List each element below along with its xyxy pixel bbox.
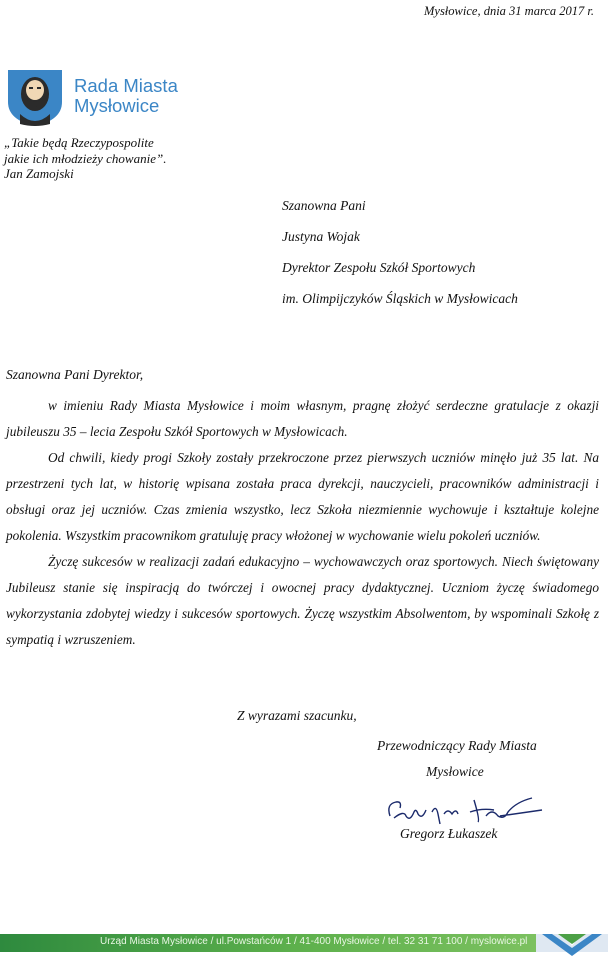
recipient-line: im. Olimpijczyków Śląskich w Mysłowicach <box>282 291 518 306</box>
recipient-line: Szanowna Pani <box>282 198 366 213</box>
signer-title-city: Mysłowice <box>426 764 484 779</box>
org-name-line1: Rada Miasta <box>74 75 178 96</box>
city-crest-icon <box>6 68 64 128</box>
quote-line: jakie ich młodzieży chowanie”. <box>4 150 167 166</box>
footer-address: Urząd Miasta Mysłowice / ul.Powstańców 1 / 41-400 Mysłowice / tel. 32 31 71 100 / myslowice.pl <box>100 936 528 947</box>
footer <box>0 930 608 960</box>
body-paragraph: Życzę sukcesów w realizacji zadań edukacyjno – wychowawczych oraz sportowych. Niech świętowany Jubileusz stanie się inspiracją do twórczej i owocnej pracy dydaktycznej. Uczniom życzę świadomego wykorzystania zdobytej wiedzy i sukcesów sportowych. Życzę wszystkim Absolwentom, by wspominali Szkołę z sympatią i wzruszeniem. <box>6 554 599 647</box>
org-name <box>74 76 178 116</box>
signer-title: Przewodniczący Rady Miasta <box>377 738 537 753</box>
org-name-line2: Mysłowice <box>74 95 160 116</box>
motto-quote <box>4 135 166 182</box>
recipient-line: Dyrektor Zespołu Szkół Sportowych <box>282 260 476 275</box>
quote-line: „Takie będą Rzeczypospolite <box>4 135 154 150</box>
chevron-mark-icon <box>536 930 608 958</box>
closing: Z wyrazami szacunku, <box>237 708 357 723</box>
recipient-line: Justyna Wojak <box>282 229 360 244</box>
signer-name: Gregorz Łukaszek <box>400 826 498 841</box>
signature-image <box>382 790 552 830</box>
letter-date: Mysłowice, dnia 31 marca 2017 r. <box>423 4 594 18</box>
body-paragraph: w imieniu Rady Miasta Mysłowice i moim własnym, pragnę złożyć serdeczne gratulacje z okazji jubileuszu 35 – lecia Zespołu Szkół Sportowych w Mysłowicach. <box>6 398 599 439</box>
salutation: Szanowna Pani Dyrektor, <box>6 367 144 382</box>
quote-author: Jan Zamojski <box>4 166 74 181</box>
recipient-block <box>282 198 518 322</box>
body-paragraph: Od chwili, kiedy progi Szkoły zostały przekroczone przez pierwszych uczniów minęło już 35 lat. Na przestrzeni tych lat, w historię wpisana została praca dyrekcji, nauczycieli, pracowników administracji i obsługi oraz jej uczniów. Czas zmienia wszystko, lecz Szkoła niezmiennie wychowuje i kształtuje kolejne pokolenia. Wszystkim pracownikom gratuluję pracy włożonej w wychowanie wielu pokoleń uczniów. <box>6 450 599 543</box>
letter-body <box>6 393 599 653</box>
